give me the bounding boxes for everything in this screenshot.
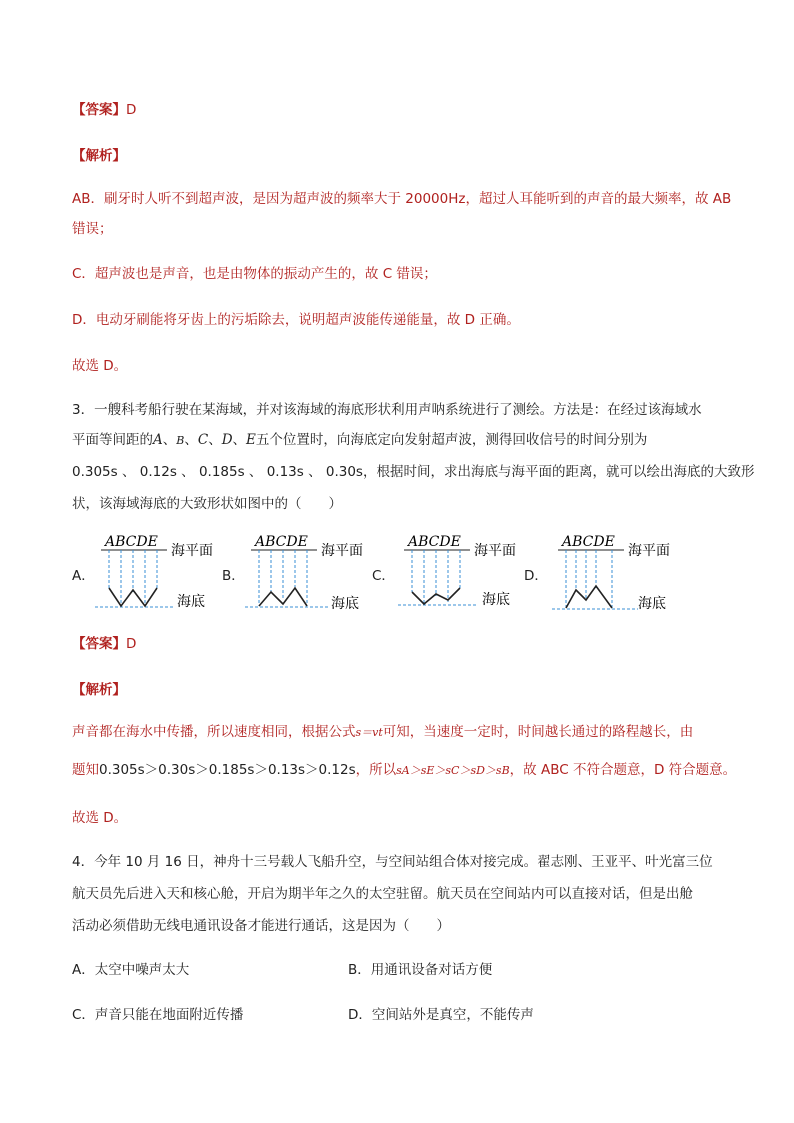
- sea-level-label: 海平面: [628, 543, 670, 559]
- q3-stem-line-1: 3．一艘科考船行驶在某海域，并对该海域的海底形状利用声呐系统进行了测绘。方法是：在经过该海域水: [72, 402, 702, 418]
- answer-tag: 【答案】: [72, 102, 126, 118]
- q4-stem-line-3: 活动必须借助无线电通讯设备才能进行通话，这是因为（ ）: [72, 918, 450, 934]
- sea-level-label: 海平面: [474, 543, 516, 559]
- q2-conclusion: 故选 D。: [72, 358, 128, 374]
- answer-value: D: [126, 102, 137, 118]
- q3-analysis-line-2: 题知0.305s＞0.30s＞0.185s＞0.13s＞0.12s，所以sA＞sE＞sC＞sD＞sB，故 ABC 不符合题意，D 符合题意。: [72, 762, 737, 778]
- seabed-label: 海底: [482, 592, 510, 608]
- q3-conclusion: 故选 D。: [72, 810, 128, 826]
- q4-option-c[interactable]: C．声音只能在地面附近传播: [72, 1007, 244, 1023]
- q3-stem-line-4: 状，该海域海底的大致形状如图中的（ ）: [72, 496, 342, 512]
- q3-option-b-label: B．: [222, 568, 245, 584]
- q2-analysis-tag: 【解析】: [72, 148, 126, 164]
- q4-stem-line-1: 4．今年 10 月 16 日，神舟十三号载人飞船升空，与空间站组合体对接完成。翟志刚、王亚平、叶光富三位: [72, 854, 713, 870]
- q3-diagram-d[interactable]: [552, 530, 687, 612]
- q3-diagram-a[interactable]: [95, 530, 215, 612]
- q2-answer-line: [72, 100, 136, 120]
- q4-option-a[interactable]: A．太空中噪声太大: [72, 962, 190, 978]
- q2-analysis-line-2: 错误；: [72, 221, 113, 237]
- q3-diagram-b[interactable]: [245, 530, 375, 612]
- diagram-letters: ABCDE: [408, 534, 461, 550]
- diagram-letters: ABCDE: [562, 534, 615, 550]
- q3-stem-line-3: 0.305s 、 0.12s 、 0.185s 、 0.13s 、 0.30s，根据时间，求出海底与海平面的距离，就可以绘出海底的大致形: [72, 464, 755, 480]
- sea-level-label: 海平面: [321, 543, 363, 559]
- seabed-label: 海底: [638, 596, 666, 612]
- q3-stem-line-2: 平面等间距的A、B、C、D、E五个位置时，向海底定向发射超声波，测得回收信号的时间分别为: [72, 432, 648, 448]
- q3-option-a-label: A．: [72, 568, 95, 584]
- diagram-letters: ABCDE: [105, 534, 158, 550]
- q3-option-d-label: D．: [524, 568, 548, 584]
- seabed-label: 海底: [177, 594, 205, 610]
- sea-level-label: 海平面: [171, 543, 213, 559]
- q3-answer-line: 【答案】D: [72, 636, 137, 652]
- q3-diagram-c[interactable]: [398, 530, 528, 612]
- q4-stem-line-2: 航天员先后进入天和核心舱，开启为期半年之久的太空驻留。航天员在空间站内可以直接对话，但是出舱: [72, 886, 693, 902]
- diagram-letters: ABCDE: [255, 534, 308, 550]
- q4-option-b[interactable]: B．用通讯设备对话方便: [348, 962, 493, 978]
- answer-value: D: [126, 636, 137, 652]
- q2-analysis-line-1: AB．刷牙时人听不到超声波，是因为超声波的频率大于 20000Hz，超过人耳能听到的声音的最大频率，故 AB: [72, 191, 732, 207]
- q3-analysis-tag: 【解析】: [72, 682, 126, 698]
- q3-analysis-line-1: 声音都在海水中传播，所以速度相同，根据公式s＝vt可知，当速度一定时，时间越长通过的路程越长，由: [72, 724, 694, 740]
- q3-option-c-label: C．: [372, 568, 395, 584]
- seabed-label: 海底: [331, 596, 359, 612]
- q4-option-d[interactable]: D．空间站外是真空，不能传声: [348, 1007, 534, 1023]
- q2-analysis-line-4: D．电动牙刷能将牙齿上的污垢除去，说明超声波能传递能量，故 D 正确。: [72, 312, 520, 328]
- q2-analysis-line-3: C．超声波也是声音，也是由物体的振动产生的，故 C 错误；: [72, 266, 437, 282]
